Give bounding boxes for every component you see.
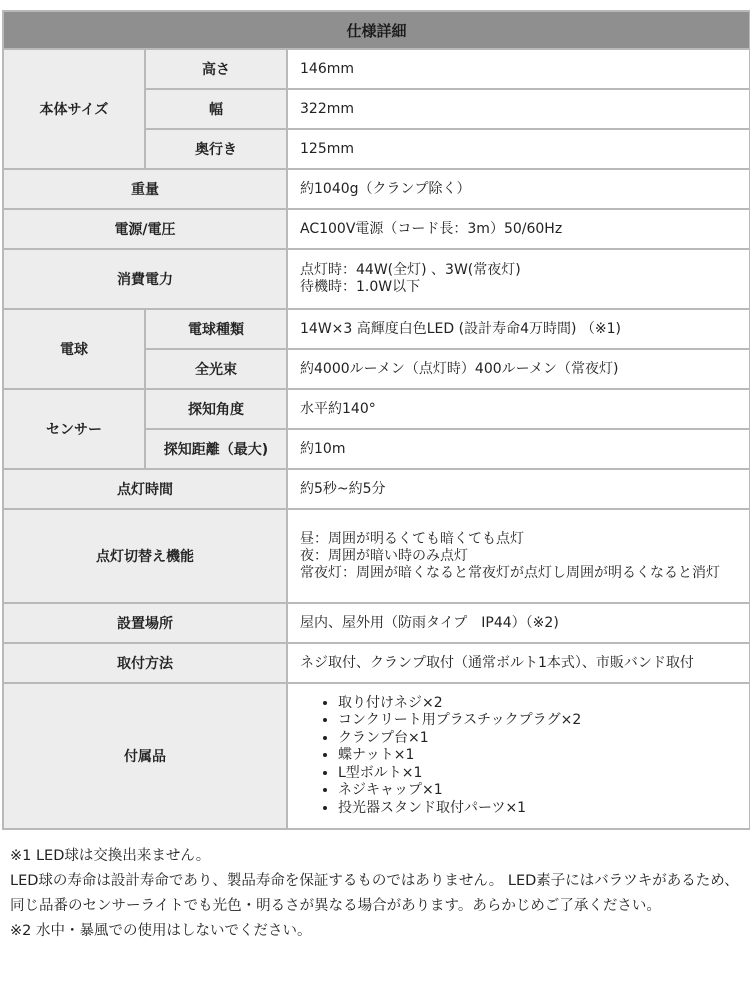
spec-table [2, 10, 750, 830]
title-row [3, 11, 750, 49]
row-height [3, 49, 750, 89]
distance-label: 探知距離（最大) [145, 429, 287, 469]
list-item: • L型ボルト×1 [338, 765, 737, 783]
sensor-label: センサー [3, 389, 145, 469]
angle-label: 探知角度 [145, 389, 287, 429]
row-light-time [3, 469, 750, 509]
row-location [3, 603, 750, 643]
width-label: 幅 [145, 89, 287, 129]
location-label: 設置場所 [3, 603, 287, 643]
weight-label: 重量 [3, 169, 287, 209]
row-consumption [3, 249, 750, 309]
bulb-type-value: 14W×3 高輝度白色LED (設計寿命4万時間) （※1) [287, 309, 750, 349]
depth-value: 125mm [287, 129, 750, 169]
row-sensor-angle [3, 389, 750, 429]
light-time-value: 約5秒~約5分 [287, 469, 750, 509]
row-weight [3, 169, 750, 209]
location-value: 屋内、屋外用（防雨タイプ IP44）（※2) [287, 603, 750, 643]
height-label: 高さ [145, 49, 287, 89]
distance-value: 約10m [287, 429, 750, 469]
body-size-label: 本体サイズ [3, 49, 145, 169]
angle-value: 水平約140° [287, 389, 750, 429]
row-accessories [3, 683, 750, 829]
mounting-value: ネジ取付、クランプ取付（通常ボルト1本式）、市販バンド取付 [287, 643, 750, 683]
flux-label: 全光束 [145, 349, 287, 389]
list-item: • ネジキャップ×1 [338, 782, 737, 800]
light-time-label: 点灯時間 [3, 469, 287, 509]
row-power [3, 209, 750, 249]
mounting-label: 取付方法 [3, 643, 287, 683]
row-switching [3, 509, 750, 603]
row-mounting [3, 643, 750, 683]
consumption-value: 点灯時：44W(全灯) 、3W(常夜灯) 待機時：1.0W以下 [287, 249, 750, 309]
note-2: ※2 水中・暴風での使用はしないでください。 [10, 923, 312, 939]
bulb-type-label: 電球種類 [145, 309, 287, 349]
list-item: • 取り付けネジ×2 [338, 695, 737, 713]
note-1: ※1 LED球は交換出来ません。 [10, 848, 211, 864]
weight-value: 約1040g（クランプ除く） [287, 169, 750, 209]
accessories-value [287, 683, 750, 829]
accessories-list [300, 695, 737, 818]
consumption-label: 消費電力 [3, 249, 287, 309]
power-label: 電源/電圧 [3, 209, 287, 249]
note-1-detail: LED球の寿命は設計寿命であり、製品寿命を保証するものではありません。 LED素子にはバラツキがあるため、同じ品番のセンサーライトでも光色・明るさが異なる場合があります。あらかじめご了承ください。 [10, 873, 739, 914]
height-value: 146mm [287, 49, 750, 89]
table-title: 仕様詳細 [3, 11, 750, 49]
switching-value: 昼：周囲が明るくても暗くても点灯 夜：周囲が暗い時のみ点灯 常夜灯：周囲が暗くなると常夜灯が点灯し周囲が明るくなると消灯 [287, 509, 750, 603]
width-value: 322mm [287, 89, 750, 129]
flux-value: 約4000ルーメン（点灯時）400ルーメン（常夜灯) [287, 349, 750, 389]
accessories-label: 付属品 [3, 683, 287, 829]
list-item: • 投光器スタンド取付パーツ×1 [338, 800, 737, 818]
list-item: • コンクリート用プラスチックプラグ×2 [338, 712, 737, 730]
switching-label: 点灯切替え機能 [3, 509, 287, 603]
depth-label: 奥行き [145, 129, 287, 169]
list-item: • クランプ台×1 [338, 730, 737, 748]
bulb-label: 電球 [3, 309, 145, 389]
notes [10, 844, 744, 944]
row-bulb-type [3, 309, 750, 349]
power-value: AC100V電源（コード長：3m）50/60Hz [287, 209, 750, 249]
list-item: • 蝶ナット×1 [338, 747, 737, 765]
